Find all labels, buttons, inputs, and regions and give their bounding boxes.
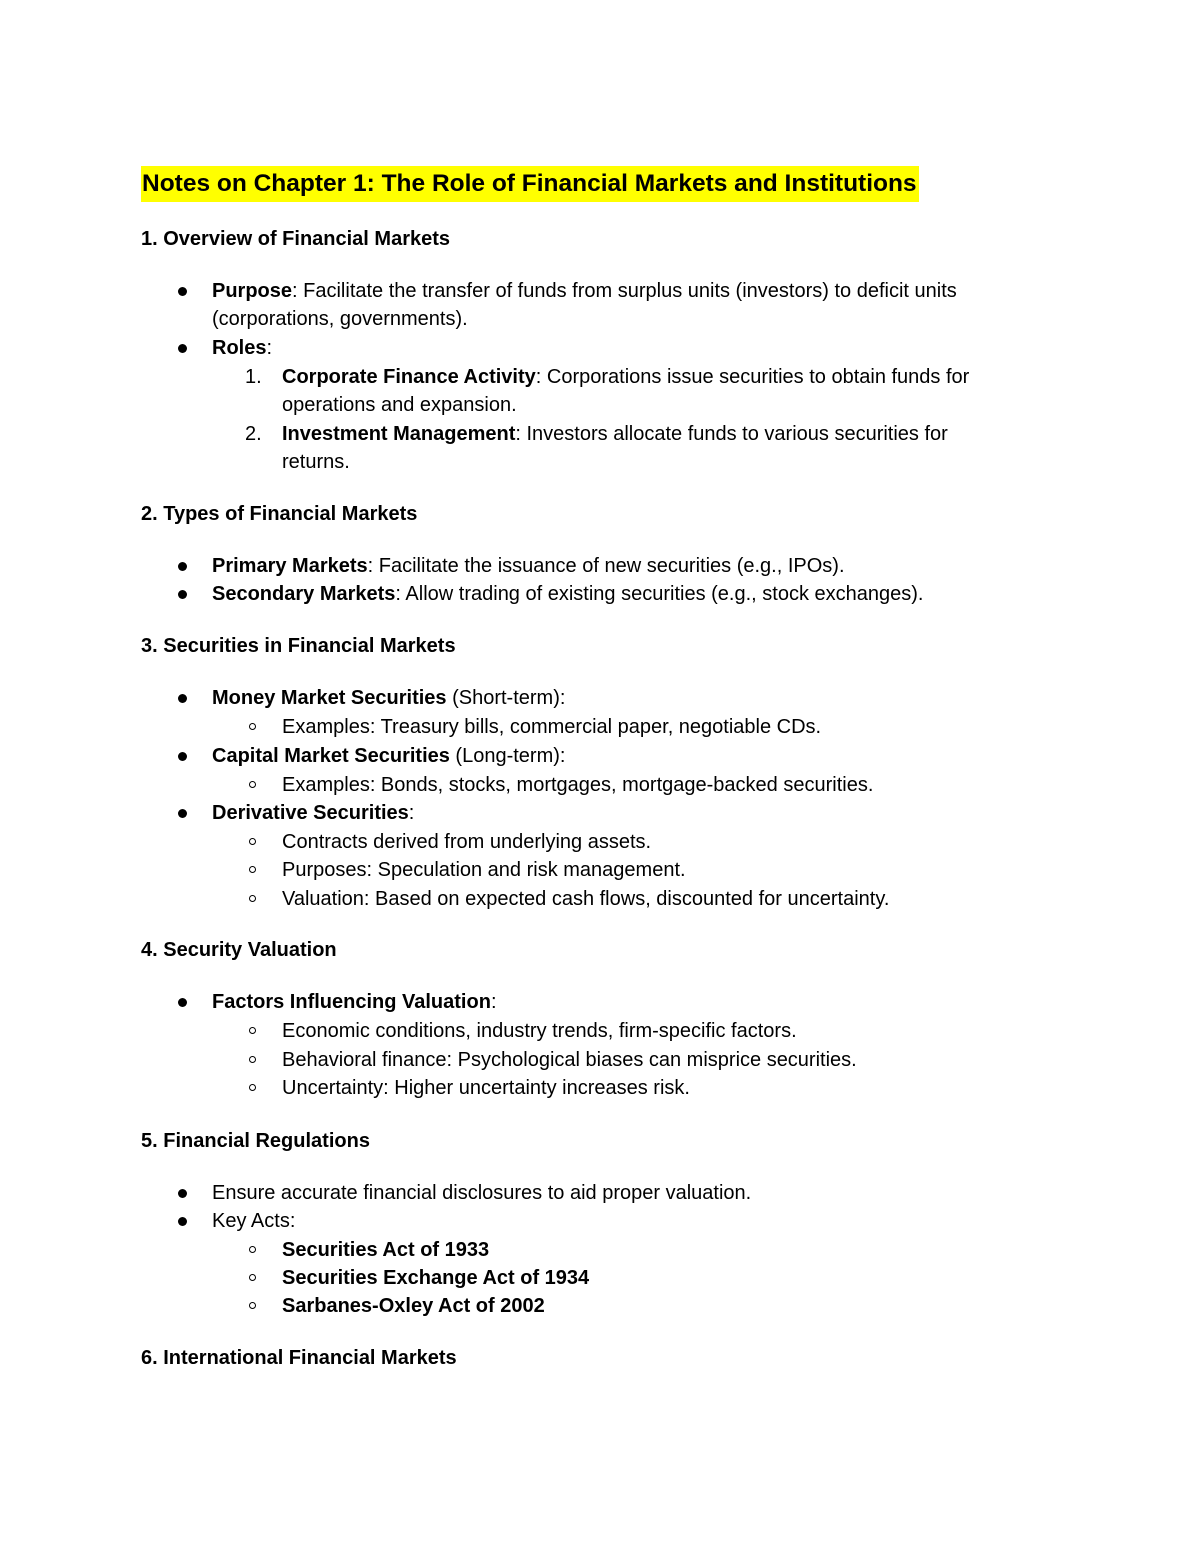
capital-market-examples: Examples: Bonds, stocks, mortgages, mortgage-backed securities. [282,774,874,796]
key-act-label: Sarbanes-Oxley Act of 2002 [282,1295,545,1317]
bullet-dot-icon [178,590,187,599]
purpose-text-continued: (corporations, governments). [212,308,468,330]
primary-markets-text: : Facilitate the issuance of new securities (e.g., IPOs). [367,555,845,577]
list-item-capital-market [212,742,565,771]
section-heading-2: 2. Types of Financial Markets [141,503,418,525]
bullet-circle-icon [249,1027,256,1034]
factors-valuation-text: : [490,991,497,1013]
investment-management-text: : Investors allocate funds to various securities for [515,423,948,445]
list-item-disclosures: Ensure accurate financial disclosures to aid proper valuation. [212,1182,752,1204]
list-number: 1. [245,366,262,388]
purpose-label: Purpose [212,280,293,302]
bullet-dot-icon [178,1189,187,1198]
list-item-roles [212,334,272,363]
list-item-money-market [212,684,565,713]
list-number: 2. [245,423,262,445]
derivative-securities-label: Derivative Securities [212,802,409,824]
bullet-circle-icon [249,895,256,902]
section-heading-4: 4. Security Valuation [141,939,337,961]
bullet-dot-icon [178,1217,187,1226]
bullet-dot-icon [178,752,187,761]
bullet-dot-icon [178,809,187,818]
capital-market-text: (Long-term): [449,745,566,767]
factors-valuation-label: Factors Influencing Valuation [212,991,491,1013]
bullet-circle-icon [249,1084,256,1091]
bullet-dot-icon [178,694,187,703]
key-act-label: Securities Exchange Act of 1934 [282,1267,590,1289]
bullet-dot-icon [178,998,187,1007]
list-item-corporate-finance [282,363,969,392]
bullet-circle-icon [249,723,256,730]
list-item-factors-valuation [212,988,497,1017]
bullet-circle-icon [249,838,256,845]
list-item-key-acts: Key Acts: [212,1210,296,1232]
bullet-circle-icon [249,1302,256,1309]
valuation-item: Economic conditions, industry trends, firm-specific factors. [282,1020,797,1042]
corporate-finance-text: : Corporations issue securities to obtain funds for [535,366,970,388]
corporate-finance-text-continued: operations and expansion. [282,394,517,416]
valuation-item: Behavioral finance: Psychological biases can misprice securities. [282,1049,857,1071]
roles-label: Roles [212,337,267,359]
valuation-item: Uncertainty: Higher uncertainty increases risk. [282,1077,690,1099]
investment-management-label: Investment Management [282,423,516,445]
bullet-dot-icon [178,344,187,353]
bullet-circle-icon [249,781,256,788]
derivative-item: Contracts derived from underlying assets. [282,831,652,853]
bullet-circle-icon [249,1246,256,1253]
bullet-circle-icon [249,1056,256,1063]
money-market-examples: Examples: Treasury bills, commercial paper, negotiable CDs. [282,716,822,738]
derivative-item: Purposes: Speculation and risk management. [282,859,686,881]
bullet-dot-icon [178,562,187,571]
section-heading-3: 3. Securities in Financial Markets [141,635,456,657]
key-act-item [282,1292,545,1321]
page-title: Notes on Chapter 1: The Role of Financial Markets and Institutions [141,166,919,202]
bullet-circle-icon [249,866,256,873]
investment-management-text-continued: returns. [282,451,350,473]
money-market-label: Money Market Securities [212,687,447,709]
list-item-secondary-markets [212,580,923,609]
section-heading-1: 1. Overview of Financial Markets [141,228,451,250]
capital-market-label: Capital Market Securities [212,745,450,767]
list-item-investment-management [282,420,948,449]
key-act-item [282,1236,489,1265]
key-act-item [282,1264,589,1293]
secondary-markets-text: : Allow trading of existing securities (e.g., stock exchanges). [395,583,924,605]
section-heading-5: 5. Financial Regulations [141,1130,370,1152]
list-item-derivative-securities [212,799,414,828]
primary-markets-label: Primary Markets [212,555,368,577]
list-item-purpose [212,277,957,306]
roles-suffix: : [266,337,273,359]
money-market-text: (Short-term): [446,687,566,709]
bullet-circle-icon [249,1274,256,1281]
bullet-dot-icon [178,287,187,296]
derivative-item: Valuation: Based on expected cash flows, discounted for uncertainty. [282,888,890,910]
list-item-primary-markets [212,552,845,581]
purpose-text: : Facilitate the transfer of funds from surplus units (investors) to deficit units [292,280,957,302]
section-heading-6: 6. International Financial Markets [141,1347,457,1369]
corporate-finance-label: Corporate Finance Activity [282,366,536,388]
derivative-securities-text: : [408,802,415,824]
secondary-markets-label: Secondary Markets [212,583,396,605]
key-act-label: Securities Act of 1933 [282,1239,490,1261]
